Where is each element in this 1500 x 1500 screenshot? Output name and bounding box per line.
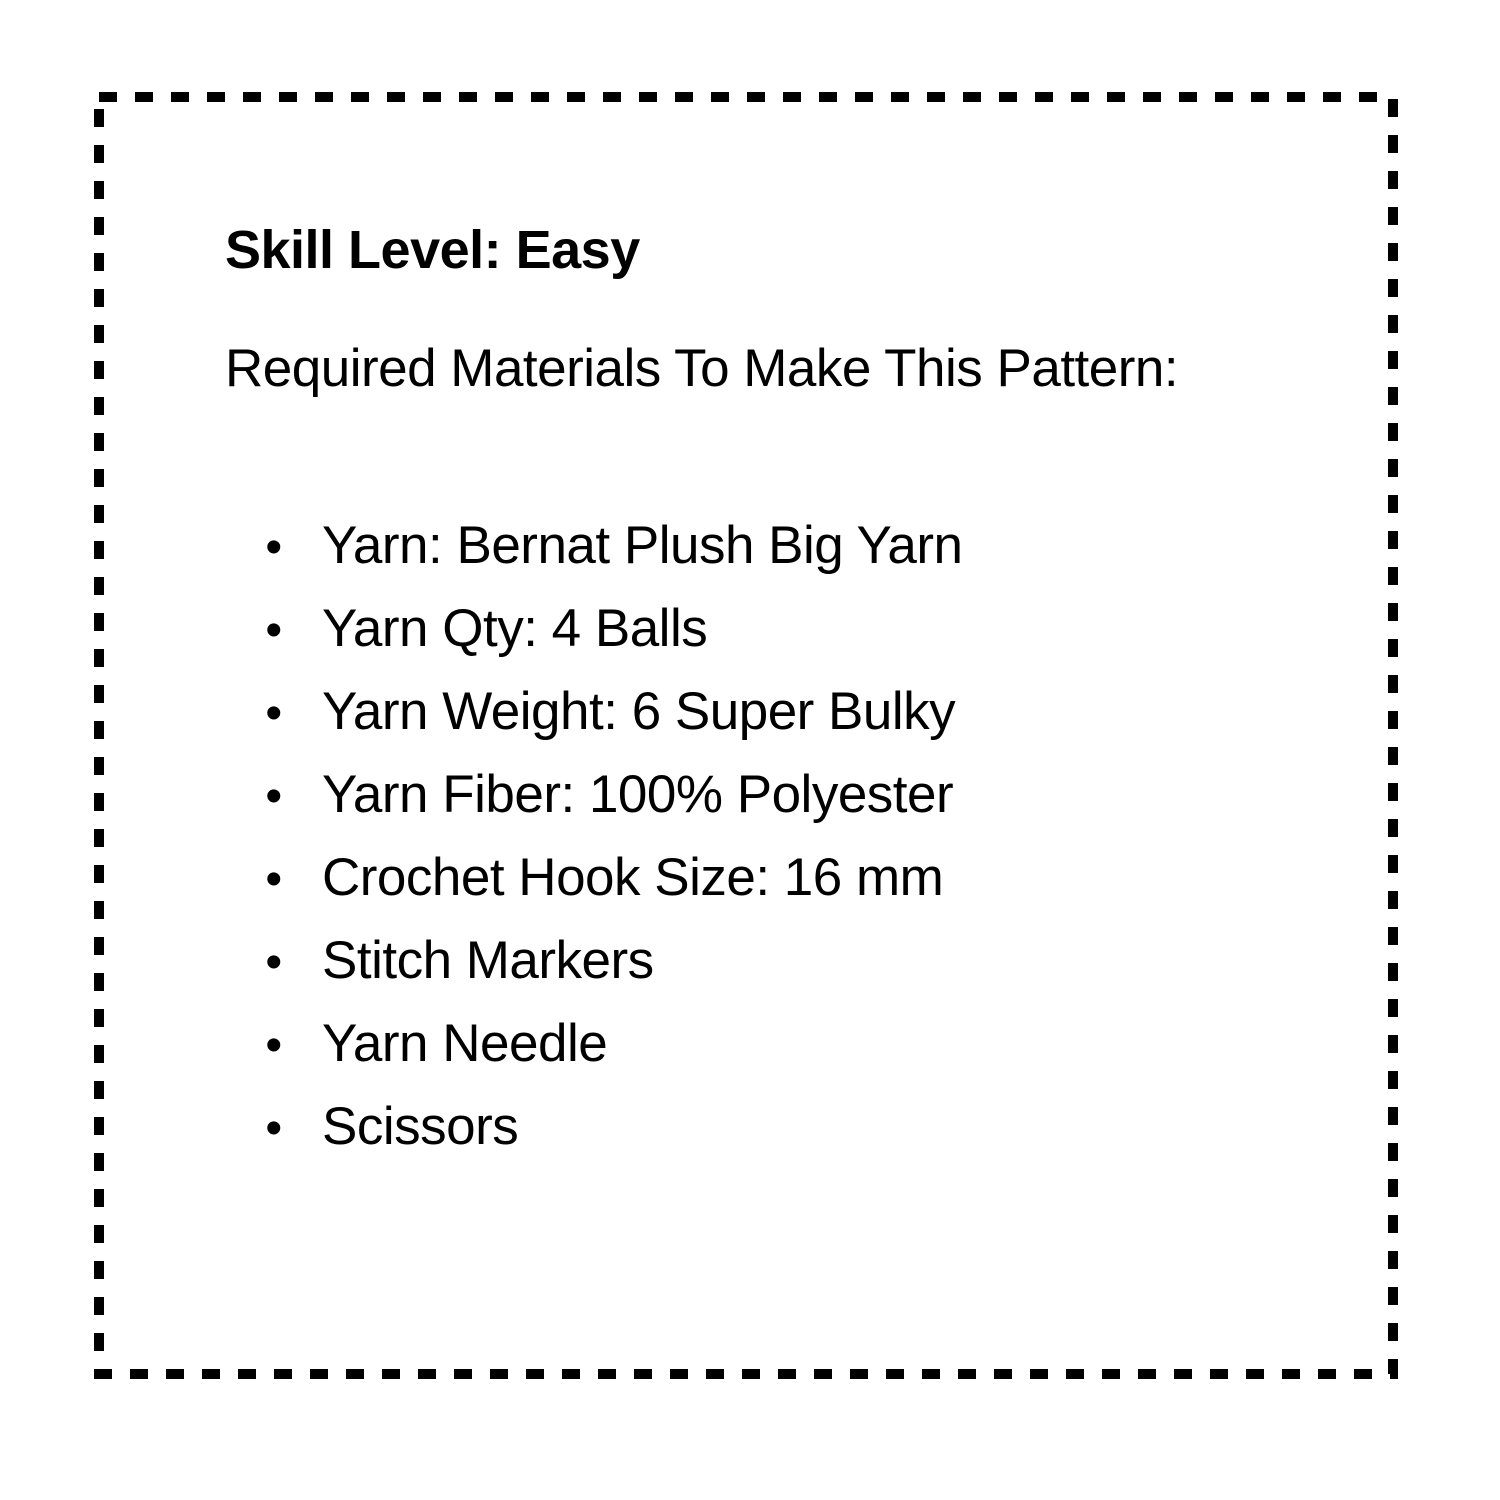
bullet-icon: •	[265, 770, 282, 823]
material-item-text: Scissors	[322, 1097, 519, 1156]
material-item-text: Yarn Qty: 4 Balls	[322, 599, 708, 658]
list-item-yarn	[225, 504, 1395, 587]
material-item-text: Yarn: Bernat Plush Big Yarn	[322, 516, 963, 575]
material-item-text: Yarn Weight: 6 Super Bulky	[322, 682, 956, 741]
list-item-yarn-weight	[225, 670, 1395, 753]
materials-list	[225, 504, 1395, 1168]
skill-level-heading: Skill Level: Easy	[225, 220, 640, 280]
material-item-text: Stitch Markers	[322, 931, 654, 990]
materials-heading: Required Materials To Make This Pattern:	[225, 339, 1179, 398]
material-item-text: Yarn Needle	[322, 1014, 608, 1073]
bullet-icon: •	[265, 604, 282, 657]
bullet-icon: •	[265, 687, 282, 740]
bullet-icon: •	[265, 853, 282, 906]
material-item-text: Crochet Hook Size: 16 mm	[322, 848, 944, 907]
list-item-yarn-needle	[225, 1002, 1395, 1085]
bullet-icon: •	[265, 936, 282, 989]
list-item-yarn-qty	[225, 587, 1395, 670]
list-item-yarn-fiber	[225, 753, 1395, 836]
bullet-icon: •	[265, 1102, 282, 1155]
list-item-scissors	[225, 1085, 1395, 1168]
bullet-icon: •	[265, 521, 282, 574]
list-item-crochet-hook	[225, 836, 1395, 919]
bullet-icon: •	[265, 1019, 282, 1072]
material-item-text: Yarn Fiber: 100% Polyester	[322, 765, 954, 824]
list-item-stitch-markers	[225, 919, 1395, 1002]
